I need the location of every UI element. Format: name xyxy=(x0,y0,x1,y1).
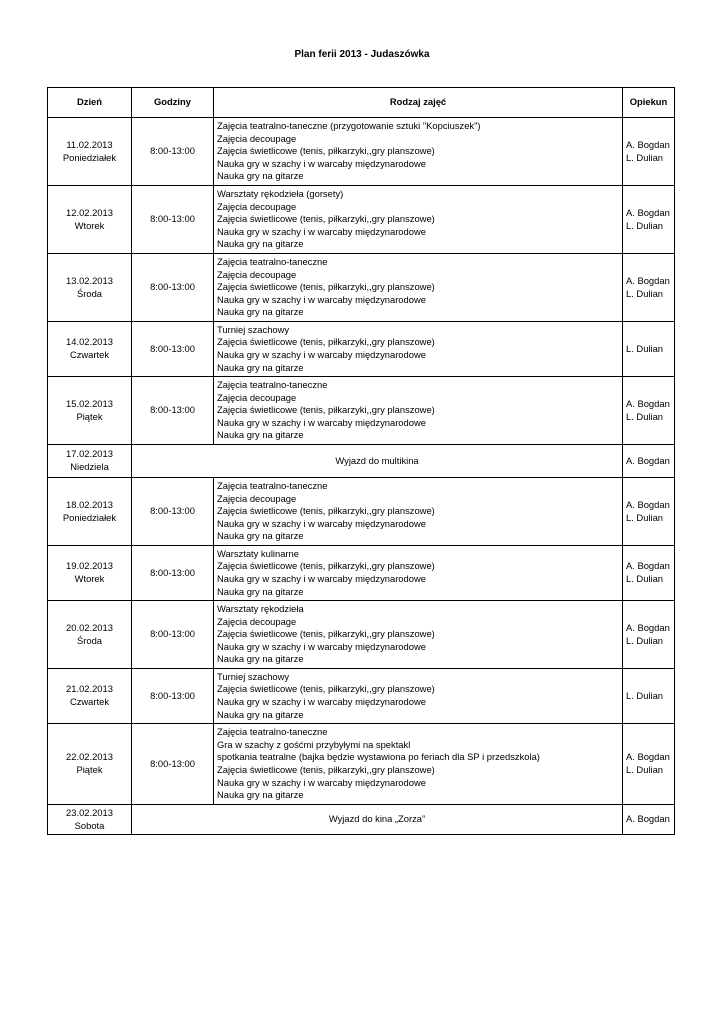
activities-cell xyxy=(214,601,623,669)
activity-item: Zajęcia teatralno-taneczne xyxy=(217,726,328,738)
activity-item: Zajęcia teatralno-taneczne xyxy=(217,480,328,492)
table-row xyxy=(48,805,675,835)
date-text: 17.02.2013 xyxy=(66,448,113,460)
activity-item: Zajęcia świetlicowe (tenis, piłkarzyki,,gry planszowe) xyxy=(217,683,435,695)
activities-cell xyxy=(214,546,623,601)
date-text: 18.02.2013 xyxy=(66,498,113,510)
date-text: 14.02.2013 xyxy=(66,336,113,348)
activity-item: Zajęcia teatralno-taneczne xyxy=(217,256,328,268)
caretaker-name: L. Dulian xyxy=(626,634,664,646)
event-cell: Wyjazd do kina „Zorza” xyxy=(132,805,623,835)
table-body xyxy=(48,118,675,835)
activity-item: Warsztaty kulinarne xyxy=(217,547,299,559)
weekday-text: Wtorek xyxy=(74,573,105,584)
weekday-text: Piątek xyxy=(76,410,103,422)
activity-item: Nauka gry w szachy i w warcaby międzynarodowe xyxy=(217,517,426,529)
day-cell xyxy=(48,669,132,724)
caretaker-name: A. Bogdan xyxy=(626,206,670,218)
page-title: Plan ferii 2013 - Judaszówka xyxy=(294,49,430,60)
date-text: 19.02.2013 xyxy=(66,560,113,572)
activity-item: Warsztaty rękodzieła (gorsety) xyxy=(217,188,344,200)
activity-item: Zajęcia świetlicowe (tenis, piłkarzyki,,gry planszowe) xyxy=(217,281,435,293)
day-cell xyxy=(48,601,132,669)
table-row xyxy=(48,254,675,322)
date-text: 15.02.2013 xyxy=(66,397,113,409)
hours-cell: 8:00-13:00 xyxy=(132,601,214,669)
caretaker-name: L. Dulian xyxy=(626,511,664,523)
activity-item: Zajęcia teatralno-taneczne xyxy=(217,379,328,391)
activities-cell xyxy=(214,377,623,445)
caretaker-name: A. Bogdan xyxy=(626,751,670,763)
activity-item: Nauka gry w szachy i w warcaby międzynarodowe xyxy=(217,776,426,788)
activity-item: Zajęcia świetlicowe (tenis, piłkarzyki,,gry planszowe) xyxy=(217,560,435,572)
header-activities: Rodzaj zajęć xyxy=(214,88,623,118)
day-cell xyxy=(48,546,132,601)
caretaker-cell xyxy=(623,118,675,186)
activity-item: Nauka gry w szachy i w warcaby międzynarodowe xyxy=(217,349,426,360)
hours-cell: 8:00-13:00 xyxy=(132,377,214,445)
activity-item: Zajęcia decoupage xyxy=(217,492,297,504)
table-row xyxy=(48,601,675,669)
caretaker-name: A. Bogdan xyxy=(626,454,670,466)
caretaker-cell xyxy=(623,724,675,805)
table-row xyxy=(48,186,675,254)
activities-cell xyxy=(214,322,623,377)
activity-item: Zajęcia świetlicowe (tenis, piłkarzyki,,gry planszowe) xyxy=(217,505,435,517)
caretaker-cell xyxy=(623,445,675,478)
day-cell xyxy=(48,118,132,186)
day-cell xyxy=(48,445,132,478)
hours-cell: 8:00-13:00 xyxy=(132,254,214,322)
header-day: Dzień xyxy=(48,88,132,118)
activity-item: Zajęcia teatralno-taneczne (przygotowanie sztuki "Kopciuszek") xyxy=(217,120,481,132)
table-row xyxy=(48,546,675,601)
activity-item: Turniej szachowy xyxy=(217,323,290,335)
caretaker-name: A. Bogdan xyxy=(626,138,670,150)
hours-cell: 8:00-13:00 xyxy=(132,186,214,254)
table-row xyxy=(48,377,675,445)
activity-item: Nauka gry na gitarze xyxy=(217,530,304,542)
activity-item: Warsztaty rękodzieła xyxy=(217,603,304,615)
caretaker-cell xyxy=(623,186,675,254)
weekday-text: Piątek xyxy=(76,764,103,775)
weekday-text: Środa xyxy=(76,287,103,299)
activity-item: Gra w szachy z gośćmi przybyłymi na spektakl xyxy=(217,738,411,750)
weekday-text: Wtorek xyxy=(74,219,105,231)
activity-item: Nauka gry na gitarze xyxy=(217,653,304,665)
activity-item: Nauka gry na gitarze xyxy=(217,789,304,801)
activity-item: Nauka gry w szachy i w warcaby międzynarodowe xyxy=(217,696,426,707)
caretaker-name: L. Dulian xyxy=(626,410,664,422)
header-hours: Godziny xyxy=(132,88,214,118)
caretaker-name: L. Dulian xyxy=(626,151,664,163)
weekday-text: Poniedziałek xyxy=(62,151,117,163)
caretaker-name: L. Dulian xyxy=(626,287,664,299)
activity-item: Zajęcia decoupage xyxy=(217,200,297,212)
weekday-text: Czwartek xyxy=(69,349,110,360)
activity-item: Nauka gry na gitarze xyxy=(217,429,304,441)
table-row xyxy=(48,724,675,805)
activity-item: Nauka gry na gitarze xyxy=(217,708,304,720)
hours-cell: 8:00-13:00 xyxy=(132,546,214,601)
caretaker-name: A. Bogdan xyxy=(626,274,670,286)
date-text: 12.02.2013 xyxy=(66,206,113,218)
schedule-table xyxy=(47,87,675,835)
table-row xyxy=(48,322,675,377)
activity-item: Zajęcia decoupage xyxy=(217,132,297,144)
table-row xyxy=(48,445,675,478)
activity-item: Zajęcia świetlicowe (tenis, piłkarzyki,,gry planszowe) xyxy=(217,404,435,416)
table-row xyxy=(48,118,675,186)
day-cell xyxy=(48,322,132,377)
weekday-text: Środa xyxy=(76,634,103,646)
day-cell xyxy=(48,254,132,322)
date-text: 20.02.2013 xyxy=(66,621,113,633)
caretaker-cell xyxy=(623,254,675,322)
weekday-text: Poniedziałek xyxy=(62,511,117,523)
activity-item: Nauka gry w szachy i w warcaby międzynarodowe xyxy=(217,225,426,237)
caretaker-cell xyxy=(623,601,675,669)
caretaker-name: A. Bogdan xyxy=(626,498,670,510)
hours-cell: 8:00-13:00 xyxy=(132,478,214,546)
activities-cell xyxy=(214,669,623,724)
day-cell xyxy=(48,805,132,835)
hours-cell: 8:00-13:00 xyxy=(132,322,214,377)
activities-cell xyxy=(214,254,623,322)
date-text: 23.02.2013 xyxy=(66,806,113,818)
table-row xyxy=(48,669,675,724)
activity-item: Zajęcia decoupage xyxy=(217,615,297,627)
activity-item: Zajęcia świetlicowe (tenis, piłkarzyki,,gry planszowe) xyxy=(217,336,435,348)
activity-item: spotkania teatralne (bajka będzie wystawiona po feriach dla SP i przedszkola) xyxy=(217,751,540,763)
day-cell xyxy=(48,724,132,805)
caretaker-cell xyxy=(623,478,675,546)
activities-cell xyxy=(214,186,623,254)
activity-item: Nauka gry w szachy i w warcaby międzynarodowe xyxy=(217,416,426,428)
weekday-text: Czwartek xyxy=(69,696,110,707)
caretaker-cell xyxy=(623,377,675,445)
day-cell xyxy=(48,478,132,546)
date-text: 21.02.2013 xyxy=(66,683,113,695)
caretaker-cell xyxy=(623,669,675,724)
header-caretaker: Opiekun xyxy=(623,88,675,118)
caretaker-name: A. Bogdan xyxy=(626,621,670,633)
weekday-text: Niedziela xyxy=(70,461,109,472)
table-header-row xyxy=(48,88,675,118)
activity-item: Nauka gry w szachy i w warcaby międzynarodowe xyxy=(217,573,426,584)
activity-item: Zajęcia świetlicowe (tenis, piłkarzyki,,gry planszowe) xyxy=(217,145,435,157)
caretaker-cell xyxy=(623,322,675,377)
caretaker-name: A. Bogdan xyxy=(626,813,670,825)
activity-item: Nauka gry na gitarze xyxy=(217,170,304,182)
caretaker-name: L. Dulian xyxy=(626,219,664,231)
activity-item: Nauka gry w szachy i w warcaby międzynarodowe xyxy=(217,157,426,169)
activity-item: Nauka gry na gitarze xyxy=(217,585,304,597)
hours-cell: 8:00-13:00 xyxy=(132,118,214,186)
table-row xyxy=(48,478,675,546)
activities-cell xyxy=(214,118,623,186)
activity-item: Nauka gry na gitarze xyxy=(217,361,304,373)
activity-item: Turniej szachowy xyxy=(217,670,290,682)
caretaker-name: A. Bogdan xyxy=(626,397,670,409)
hours-cell: 8:00-13:00 xyxy=(132,724,214,805)
caretaker-name: L. Dulian xyxy=(626,573,664,584)
activity-item: Zajęcia decoupage xyxy=(217,391,297,403)
caretaker-cell xyxy=(623,546,675,601)
day-cell xyxy=(48,377,132,445)
activity-item: Nauka gry w szachy i w warcaby międzynarodowe xyxy=(217,293,426,305)
activity-item: Nauka gry na gitarze xyxy=(217,306,304,318)
activities-cell xyxy=(214,724,623,805)
date-text: 22.02.2013 xyxy=(66,751,113,763)
caretaker-name: L. Dulian xyxy=(626,342,664,354)
hours-cell: 8:00-13:00 xyxy=(132,669,214,724)
caretaker-name: L. Dulian xyxy=(626,764,664,775)
date-text: 13.02.2013 xyxy=(66,274,113,286)
activities-cell xyxy=(214,478,623,546)
caretaker-cell xyxy=(623,805,675,835)
day-cell xyxy=(48,186,132,254)
date-text: 11.02.2013 xyxy=(66,138,113,150)
event-cell: Wyjazd do multikina xyxy=(132,445,623,478)
caretaker-name: A. Bogdan xyxy=(626,560,670,572)
activity-item: Nauka gry w szachy i w warcaby międzynarodowe xyxy=(217,640,426,652)
activity-item: Zajęcia świetlicowe (tenis, piłkarzyki,,gry planszowe) xyxy=(217,213,435,225)
activity-item: Zajęcia decoupage xyxy=(217,268,297,280)
activity-item: Zajęcia świetlicowe (tenis, piłkarzyki,,gry planszowe) xyxy=(217,628,435,640)
activity-item: Zajęcia świetlicowe (tenis, piłkarzyki,,gry planszowe) xyxy=(217,764,435,775)
caretaker-name: L. Dulian xyxy=(626,689,664,701)
weekday-text: Sobota xyxy=(74,819,105,831)
activity-item: Nauka gry na gitarze xyxy=(217,238,304,250)
